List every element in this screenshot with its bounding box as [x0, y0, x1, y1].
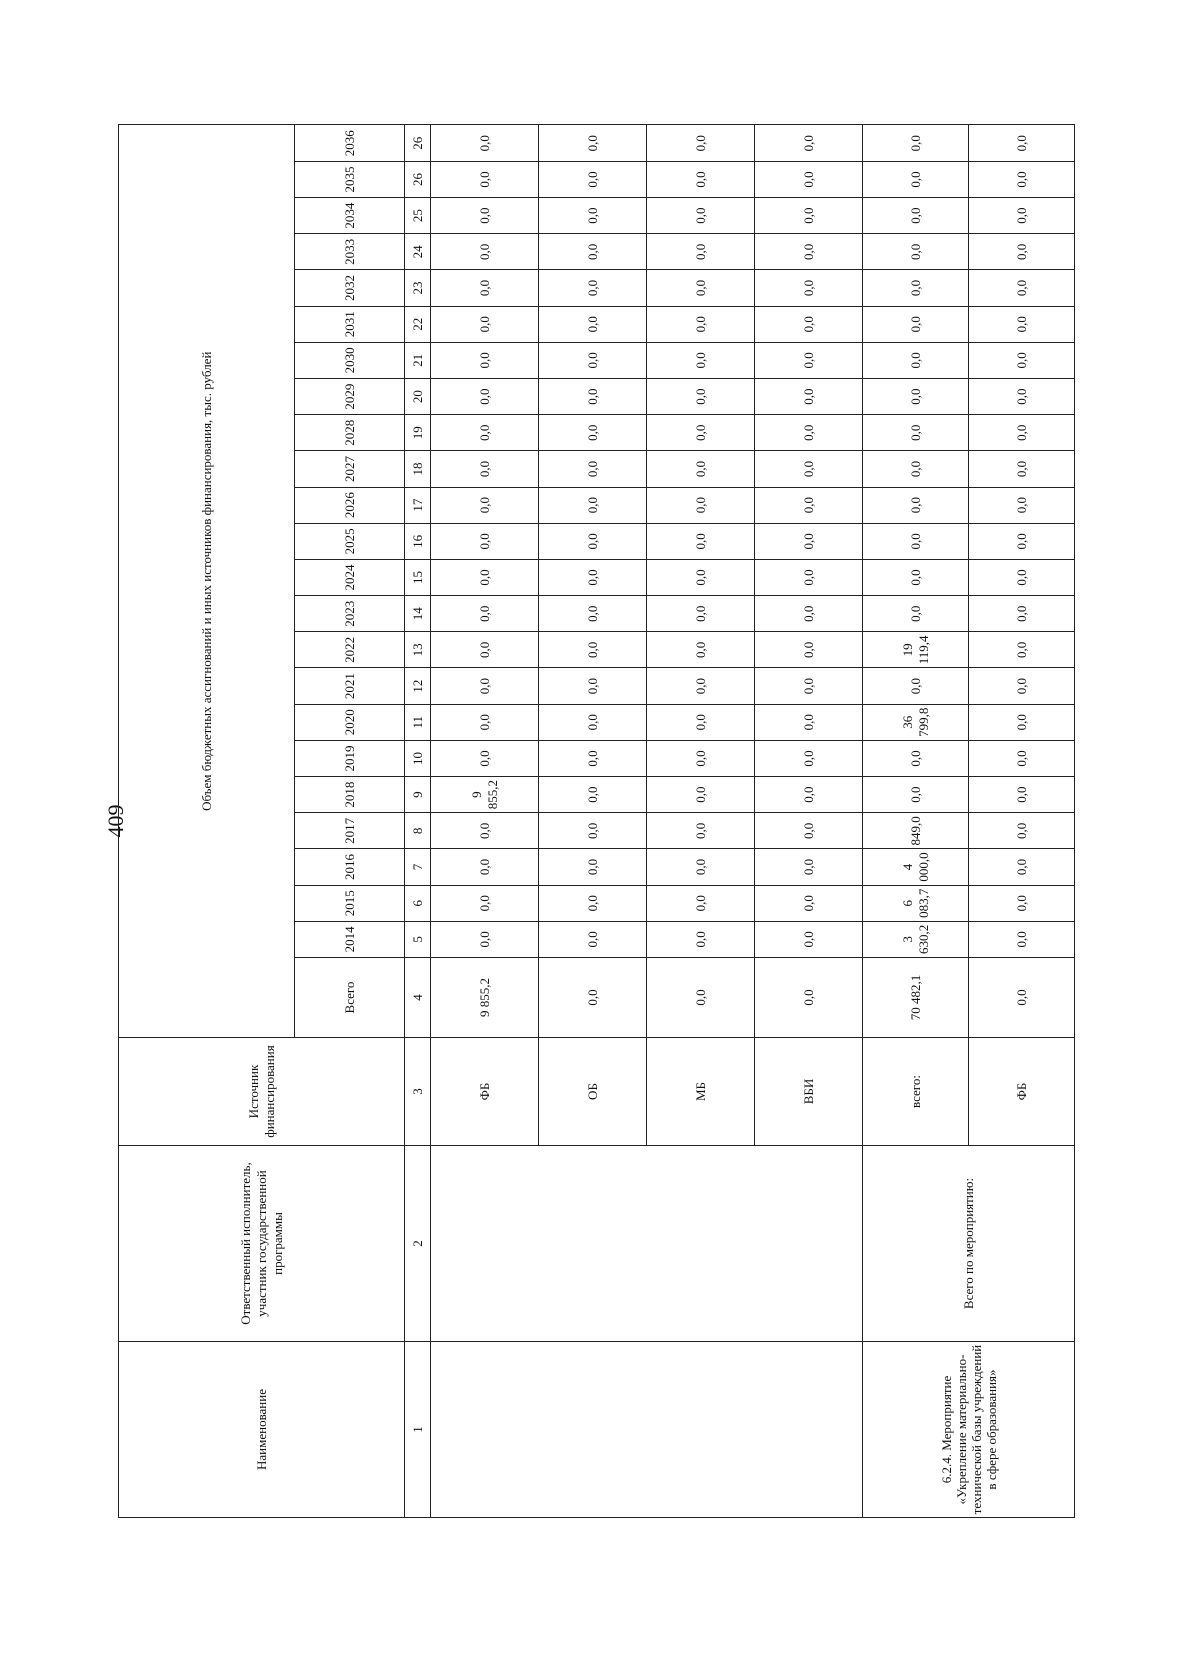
value-cell: 0,0: [431, 234, 539, 270]
value-cell: 0,0: [863, 270, 969, 306]
value-cell: 0,0: [969, 668, 1075, 704]
column-number: 24: [405, 234, 431, 270]
header-year: 2033: [295, 234, 405, 270]
column-number: 22: [405, 306, 431, 342]
value-cell: 0,0: [539, 125, 647, 161]
value-cell: 0,0: [863, 777, 969, 813]
value-cell: 0,0: [969, 234, 1075, 270]
value-cell: 0,0: [863, 234, 969, 270]
header-year: 2014: [295, 921, 405, 957]
value-cell: 0,0: [969, 559, 1075, 595]
value-cell: 0,0: [647, 740, 755, 776]
value-cell: 0,0: [647, 523, 755, 559]
value-cell: 0,0: [863, 740, 969, 776]
value-cell: 0,0: [863, 451, 969, 487]
column-number: 3: [405, 1038, 431, 1146]
value-cell: 0,0: [755, 342, 863, 378]
value-cell: 0,0: [647, 451, 755, 487]
source-cell: МБ: [647, 1038, 755, 1146]
value-cell: 0,0: [969, 198, 1075, 234]
header-year: 2034: [295, 198, 405, 234]
value-cell: 0,0: [539, 740, 647, 776]
value-cell: 0,0: [647, 668, 755, 704]
value-cell: 0,0: [969, 415, 1075, 451]
value-cell: 0,0: [755, 813, 863, 849]
value-cell: 0,0: [647, 306, 755, 342]
value-cell: 0,0: [539, 487, 647, 523]
value-cell: 0,0: [539, 161, 647, 197]
header-year: 2028: [295, 415, 405, 451]
value-cell: 0,0: [863, 125, 969, 161]
value-cell: 0,0: [969, 125, 1075, 161]
value-cell: 0,0: [969, 813, 1075, 849]
value-cell: 0,0: [647, 813, 755, 849]
value-cell: 0,0: [539, 306, 647, 342]
value-cell: 0,0: [863, 415, 969, 451]
value-cell: 0,0: [647, 161, 755, 197]
header-year: 2025: [295, 523, 405, 559]
header-year: 2036: [295, 125, 405, 161]
value-cell: 0,0: [969, 704, 1075, 740]
table-row: [431, 125, 539, 1518]
value-cell: 6 083,7: [863, 885, 969, 921]
value-cell: 0,0: [431, 125, 539, 161]
column-number: 14: [405, 596, 431, 632]
value-cell: 0,0: [431, 342, 539, 378]
header-year: 2032: [295, 270, 405, 306]
column-number: 18: [405, 451, 431, 487]
value-cell: 0,0: [755, 668, 863, 704]
value-cell: 0,0: [431, 921, 539, 957]
header-year: 2024: [295, 559, 405, 595]
value-cell: 0,0: [755, 559, 863, 595]
header-year: 2031: [295, 306, 405, 342]
value-cell: 0,0: [647, 342, 755, 378]
header-year: 2016: [295, 849, 405, 885]
header-executor: Ответственный исполнитель, участник государственной программы: [119, 1146, 405, 1342]
value-cell: 0,0: [647, 234, 755, 270]
value-cell: 0,0: [647, 125, 755, 161]
value-cell: 0,0: [863, 306, 969, 342]
value-cell: 0,0: [647, 849, 755, 885]
value-cell: 0,0: [755, 415, 863, 451]
value-cell: 0,0: [755, 777, 863, 813]
value-cell: 0,0: [539, 523, 647, 559]
value-cell: 0,0: [969, 921, 1075, 957]
value-cell: 0,0: [431, 668, 539, 704]
value-cell: 0,0: [863, 523, 969, 559]
column-number: 9: [405, 777, 431, 813]
column-number: 26: [405, 125, 431, 161]
value-cell: 0,0: [647, 632, 755, 668]
name-cell-empty: [431, 1342, 863, 1518]
column-number: 26: [405, 161, 431, 197]
value-cell: 0,0: [969, 596, 1075, 632]
value-cell: 0,0: [431, 885, 539, 921]
value-cell: 0,0: [969, 270, 1075, 306]
column-number: 6: [405, 885, 431, 921]
value-cell: 0,0: [647, 270, 755, 306]
value-cell: 0,0: [431, 596, 539, 632]
value-cell: 0,0: [863, 161, 969, 197]
value-cell: 0,0: [969, 885, 1075, 921]
value-cell: 0,0: [969, 161, 1075, 197]
value-cell: 0,0: [863, 198, 969, 234]
value-cell: 0,0: [755, 161, 863, 197]
header-year: 2021: [295, 668, 405, 704]
value-cell: 0,0: [969, 379, 1075, 415]
header-year: 2035: [295, 161, 405, 197]
value-cell: 0,0: [969, 451, 1075, 487]
value-cell: 0,0: [539, 777, 647, 813]
value-cell: 0,0: [755, 849, 863, 885]
value-cell: 0,0: [647, 777, 755, 813]
value-cell: 0,0: [539, 342, 647, 378]
value-cell: 0,0: [431, 523, 539, 559]
value-cell: 0,0: [539, 668, 647, 704]
value-cell: 0,0: [539, 885, 647, 921]
header-year: 2026: [295, 487, 405, 523]
value-cell: 0,0: [647, 596, 755, 632]
value-cell: 0,0: [863, 379, 969, 415]
value-cell: 0,0: [969, 849, 1075, 885]
value-cell: 0,0: [431, 487, 539, 523]
value-cell: 0,0: [431, 704, 539, 740]
value-cell: 0,0: [431, 198, 539, 234]
column-number: 5: [405, 921, 431, 957]
column-number: 7: [405, 849, 431, 885]
value-cell: 0,0: [863, 559, 969, 595]
header-name: Наименование: [119, 1342, 405, 1518]
column-number: 21: [405, 342, 431, 378]
source-cell: ФБ: [969, 1038, 1075, 1146]
column-number: 10: [405, 740, 431, 776]
column-number: 25: [405, 198, 431, 234]
value-cell: 0,0: [539, 234, 647, 270]
header-year: 2030: [295, 342, 405, 378]
column-number: 2: [405, 1146, 431, 1342]
column-number: 23: [405, 270, 431, 306]
page-number: 409: [103, 804, 128, 838]
value-cell: 0,0: [755, 885, 863, 921]
value-cell: 0,0: [755, 704, 863, 740]
column-number: 13: [405, 632, 431, 668]
table-row: [863, 125, 969, 1518]
column-number: 1: [405, 1342, 431, 1518]
executor-cell-empty: [431, 1146, 863, 1342]
value-cell: 0,0: [431, 813, 539, 849]
value-cell: 4 000,0: [863, 849, 969, 885]
value-cell: 0,0: [647, 885, 755, 921]
header-year: 2029: [295, 379, 405, 415]
value-cell: 0,0: [647, 487, 755, 523]
value-cell: 0,0: [755, 306, 863, 342]
value-cell: 0,0: [863, 668, 969, 704]
column-number: 11: [405, 704, 431, 740]
measure-executor: Всего по мероприятию:: [863, 1146, 1075, 1342]
value-cell: 0,0: [539, 632, 647, 668]
value-cell: 0,0: [539, 596, 647, 632]
value-cell: 0,0: [863, 487, 969, 523]
value-cell: 0,0: [647, 704, 755, 740]
value-cell: 0,0: [755, 379, 863, 415]
header-source: Источник финансирования: [119, 1038, 405, 1146]
column-number: 19: [405, 415, 431, 451]
value-cell: 0,0: [431, 632, 539, 668]
value-cell: 0,0: [755, 740, 863, 776]
value-cell: 0,0: [431, 270, 539, 306]
value-cell: 0,0: [647, 921, 755, 957]
total-cell: 0,0: [647, 958, 755, 1038]
source-cell: ОБ: [539, 1038, 647, 1146]
value-cell: 9 855,2: [431, 777, 539, 813]
header-year: 2023: [295, 596, 405, 632]
header-year: 2022: [295, 632, 405, 668]
column-number: 4: [405, 958, 431, 1038]
total-cell: 70 482,1: [863, 958, 969, 1038]
value-cell: 0,0: [539, 704, 647, 740]
header-total: Всего: [295, 958, 405, 1038]
value-cell: 0,0: [969, 523, 1075, 559]
column-number: 16: [405, 523, 431, 559]
measure-name: 6.2.4. Мероприятие «Укрепление материально-технической базы учреждений в сфере образования»: [863, 1342, 1075, 1518]
value-cell: 0,0: [539, 415, 647, 451]
value-cell: 0,0: [755, 198, 863, 234]
value-cell: 0,0: [755, 451, 863, 487]
value-cell: 0,0: [969, 740, 1075, 776]
column-number: 17: [405, 487, 431, 523]
total-cell: 0,0: [969, 958, 1075, 1038]
value-cell: 0,0: [431, 306, 539, 342]
column-number: 15: [405, 559, 431, 595]
value-cell: 0,0: [539, 451, 647, 487]
header-year: 2027: [295, 451, 405, 487]
header-year: 2019: [295, 740, 405, 776]
header-year: 2017: [295, 813, 405, 849]
column-number: 20: [405, 379, 431, 415]
column-number: 8: [405, 813, 431, 849]
value-cell: 0,0: [539, 813, 647, 849]
value-cell: 0,0: [969, 777, 1075, 813]
value-cell: 0,0: [755, 921, 863, 957]
value-cell: 0,0: [539, 270, 647, 306]
financing-table-wrapper: [118, 130, 1029, 1518]
value-cell: 0,0: [431, 379, 539, 415]
header-year: 2015: [295, 885, 405, 921]
value-cell: 0,0: [755, 234, 863, 270]
value-cell: 0,0: [539, 849, 647, 885]
total-cell: 0,0: [539, 958, 647, 1038]
value-cell: 0,0: [431, 415, 539, 451]
value-cell: 0,0: [969, 342, 1075, 378]
total-cell: 9 855,2: [431, 958, 539, 1038]
value-cell: 3 630,2: [863, 921, 969, 957]
value-cell: 0,0: [539, 559, 647, 595]
value-cell: 0,0: [539, 921, 647, 957]
value-cell: 0,0: [647, 379, 755, 415]
value-cell: 0,0: [755, 270, 863, 306]
value-cell: 0,0: [755, 632, 863, 668]
value-cell: 0,0: [755, 523, 863, 559]
value-cell: 0,0: [755, 596, 863, 632]
value-cell: 36 799,8: [863, 704, 969, 740]
header-year: 2020: [295, 704, 405, 740]
value-cell: 0,0: [431, 559, 539, 595]
value-cell: 0,0: [647, 415, 755, 451]
value-cell: 0,0: [539, 198, 647, 234]
value-cell: 0,0: [863, 596, 969, 632]
financing-table: [118, 124, 1075, 1518]
value-cell: 0,0: [431, 161, 539, 197]
value-cell: 0,0: [431, 451, 539, 487]
value-cell: 0,0: [647, 198, 755, 234]
source-cell: всего:: [863, 1038, 969, 1146]
value-cell: 0,0: [647, 559, 755, 595]
value-cell: 0,0: [755, 125, 863, 161]
value-cell: 0,0: [431, 849, 539, 885]
value-cell: 0,0: [969, 306, 1075, 342]
value-cell: 19 119,4: [863, 632, 969, 668]
total-cell: 0,0: [755, 958, 863, 1038]
value-cell: 0,0: [431, 740, 539, 776]
source-cell: ВБИ: [755, 1038, 863, 1146]
value-cell: 0,0: [863, 342, 969, 378]
value-cell: 0,0: [969, 487, 1075, 523]
value-cell: 0,0: [969, 632, 1075, 668]
column-number: 12: [405, 668, 431, 704]
value-cell: 0,0: [755, 487, 863, 523]
header-year: 2018: [295, 777, 405, 813]
value-cell: 849,0: [863, 813, 969, 849]
value-cell: 0,0: [539, 379, 647, 415]
source-cell: ФБ: [431, 1038, 539, 1146]
header-volume: Объем бюджетных ассигнований и иных источников финансирования, тыс. рублей: [119, 125, 295, 1038]
